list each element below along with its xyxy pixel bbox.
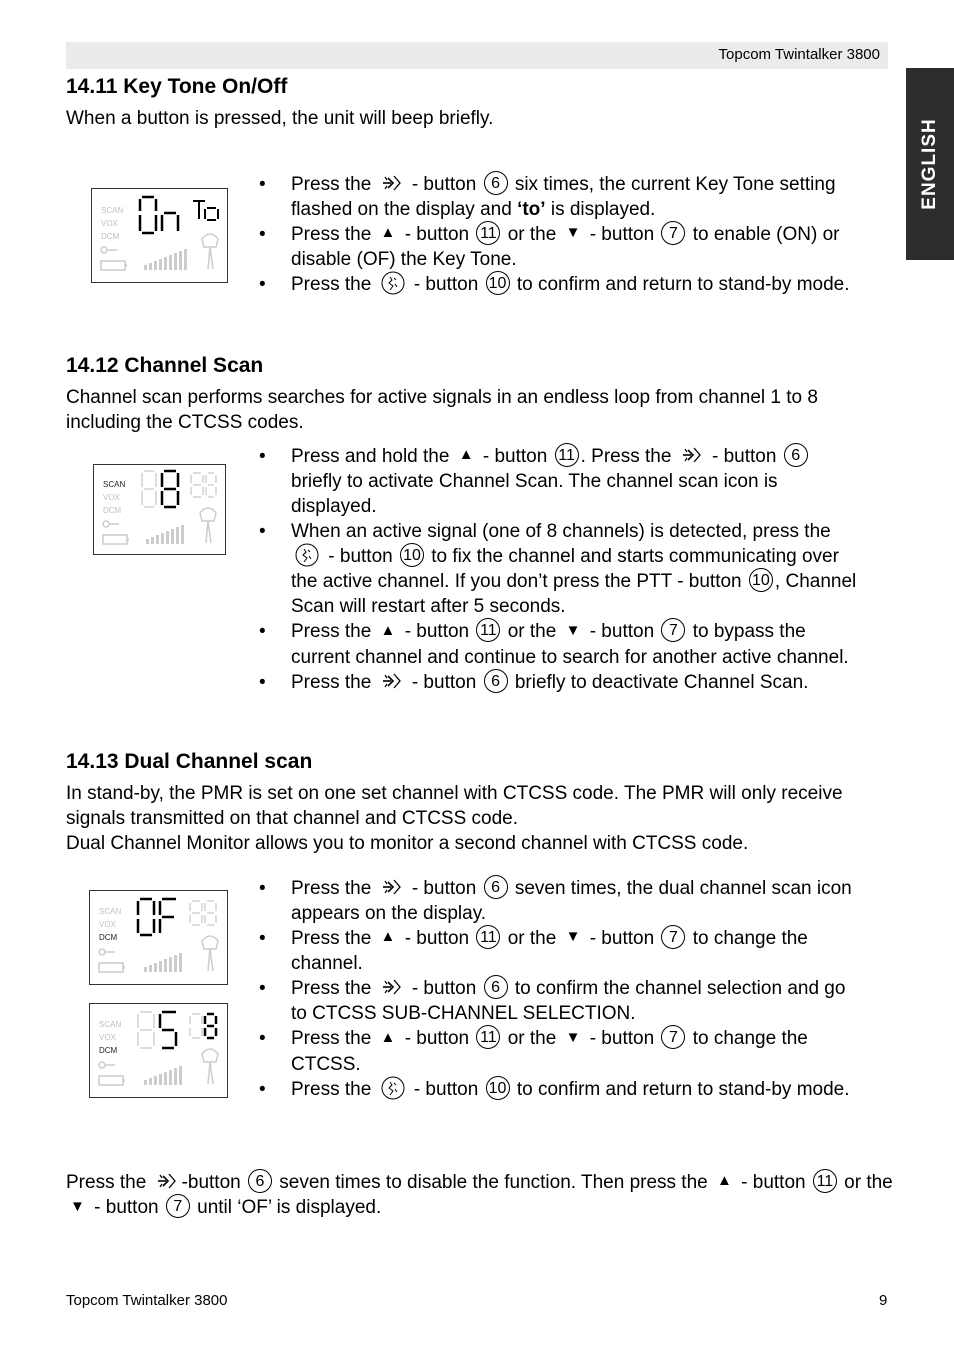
text: - button [482,446,548,467]
text: - button [589,1028,655,1050]
text: - button [404,1028,470,1050]
text: Press the [291,174,372,195]
text: Press the [291,671,372,693]
text: - button [413,1078,479,1100]
lcd-segments [90,1004,227,1097]
lcd-display-key-tone [91,188,228,283]
text: seven times to disable the function. Then press the [279,1172,708,1193]
lcd-vox-label: VOX [101,219,118,228]
text: to change the channel. [291,928,808,975]
text: to confirm the channel selection and go to CTCSS SUB-CHANNEL SELECTION. [291,978,846,1025]
text: or the [507,1028,557,1050]
lcd-dcm-label: DCM [99,1046,118,1055]
button-number-badge: 11 [476,618,500,642]
text: - button [404,928,470,949]
text: to bypass the current channel and continue to search for another active channel. [291,621,849,668]
menu-button-icon [681,444,703,466]
text: When an active signal (one of 8 channels) is detected, press the [291,521,831,543]
text: briefly to deactivate Channel Scan. [514,671,809,693]
down-arrow-icon: ▼ [70,1197,85,1215]
list-item [259,976,859,1026]
up-arrow-icon: ▲ [380,621,396,639]
ptt-button-icon [381,271,405,295]
text: , Channel Scan will restart after 5 seconds. [291,571,857,618]
text: Press the [291,1078,372,1100]
text: - button [589,928,655,949]
button-number-badge: 6 [248,1169,272,1193]
ptt-button-icon [295,543,319,567]
button-number-badge: 11 [555,443,579,467]
channel-scan-steps [259,444,859,695]
text: - button [404,621,470,643]
lcd-segments [92,189,227,282]
text: briefly to activate Channel Scan. The channel scan icon is displayed. [291,471,778,518]
up-arrow-icon: ▲ [380,224,396,242]
section-title-channel-scan: 14.12 Channel Scan [66,354,264,377]
menu-button-icon [156,1170,178,1192]
down-arrow-icon: ▼ [565,621,581,639]
button-number-badge: 11 [476,221,500,245]
text: is displayed. [550,199,656,220]
text: to enable (ON) or disable (OF) the Key Tone. [291,224,840,271]
lcd-dcm-label: DCM [101,232,120,241]
section-title-dual-channel-scan: 14.13 Dual Channel scan [66,750,313,773]
menu-button-icon [381,172,403,194]
text: - button [411,878,477,899]
lcd-scan-label: SCAN [103,480,126,489]
text: - button [411,978,477,1000]
list-item [259,1026,859,1076]
lcd-display-channel-scan [93,464,226,555]
button-number-badge: 7 [661,925,685,949]
text: to fix the channel and starts communicating over the active channel. If you don’t press the PTT - button [291,546,839,593]
list-item [259,926,859,976]
text: Press the [291,878,372,899]
text: - button [411,174,477,195]
text: - button [328,546,393,568]
list-item [259,619,859,669]
button-number-badge: 7 [166,1194,190,1218]
text: Press the [291,621,372,643]
text: - button [711,446,777,467]
text: - button [589,224,655,245]
channel-scan-intro: Channel scan performs searches for active signals in an endless loop from channel 1 to 8 including the CTCSS codes. [66,387,818,433]
dual-scan-intro-2: Dual Channel Monitor allows you to monitor a second channel with CTCSS code. [66,833,749,854]
text: until ‘OF’ is displayed. [197,1197,382,1219]
up-arrow-icon: ▲ [380,1028,396,1046]
button-number-badge: 6 [484,171,508,195]
text: Press and hold the [291,446,450,467]
text: - button [741,1172,806,1193]
lcd-vox-label: VOX [99,1033,116,1042]
text: - button [404,224,470,245]
key-tone-steps [259,172,859,297]
up-arrow-icon: ▲ [380,928,396,946]
down-arrow-icon: ▼ [565,1028,581,1046]
button-number-badge: 10 [400,543,424,567]
text: to change the CTCSS. [291,1028,808,1075]
button-number-badge: 7 [661,221,685,245]
ptt-button-icon [381,1076,405,1100]
text: - button [413,274,479,296]
footer-product-name: Topcom Twintalker 3800 [66,1292,228,1309]
up-arrow-icon: ▲ [717,1172,732,1190]
lcd-display-ctcss [89,1003,228,1098]
down-arrow-icon: ▼ [565,928,581,946]
text: Press the [66,1172,147,1193]
text: Press the [291,274,372,296]
text: or the [844,1172,893,1193]
text: - button [411,671,477,693]
menu-button-icon [381,670,403,692]
text: or the [507,928,557,949]
text: seven times, the dual channel scan icon appears on the display. [291,878,852,924]
button-number-badge: 11 [476,925,500,949]
list-item [259,670,859,695]
button-number-badge: 11 [813,1169,837,1193]
button-number-badge: 7 [661,1025,685,1049]
dual-scan-disable-note [66,1170,896,1221]
lcd-dcm-label: DCM [99,933,118,942]
button-number-badge: 10 [486,1076,510,1100]
text: six times, the current Key Tone setting flashed on the display and [291,174,836,220]
text: . Press the [580,446,672,467]
text: or the [507,224,557,245]
lcd-segments [94,465,225,554]
button-number-badge: 10 [486,271,510,295]
down-arrow-icon: ▼ [565,224,581,242]
list-item [259,444,859,519]
text: - button [589,621,655,643]
button-number-badge: 6 [484,875,508,899]
text: to confirm and return to stand-by mode. [516,274,850,296]
menu-button-icon [381,976,403,998]
up-arrow-icon: ▲ [458,446,474,464]
button-number-badge: 6 [484,669,508,693]
lcd-scan-label: SCAN [99,907,122,916]
button-number-badge: 6 [784,443,808,467]
button-number-badge: 10 [749,568,773,592]
emphasis-text: ‘to’ [517,199,546,220]
page-header [66,42,888,69]
text: Press the [291,1028,372,1050]
button-number-badge: 7 [661,618,685,642]
text: Press the [291,928,372,949]
lcd-scan-label: SCAN [101,206,124,215]
button-number-badge: 11 [476,1025,500,1049]
text: Press the [291,224,372,245]
lcd-segments [90,891,227,984]
text: Press the [291,978,372,1000]
lcd-display-dual-channel [89,890,228,985]
text: -button [181,1172,241,1193]
lcd-vox-label: VOX [99,920,116,929]
language-tab [906,68,954,260]
text: - button [94,1197,159,1219]
list-item [259,172,859,222]
list-item [259,1077,859,1102]
section-title-key-tone: 14.11 Key Tone On/Off [66,75,288,98]
lcd-vox-label: VOX [103,493,120,502]
list-item [259,876,859,926]
button-number-badge: 6 [484,975,508,999]
header-title: Topcom Twintalker 3800 [718,46,880,63]
list-item [259,519,859,619]
language-tab-label: ENGLISH [919,118,940,210]
list-item [259,272,859,297]
lcd-dcm-label: DCM [103,506,122,515]
key-tone-intro: When a button is pressed, the unit will beep briefly. [66,108,494,129]
text: to confirm and return to stand-by mode. [516,1078,850,1100]
text: or the [507,621,557,643]
dual-scan-steps [259,876,859,1102]
list-item [259,222,859,272]
dual-scan-intro: In stand-by, the PMR is set on one set channel with CTCSS code. The PMR will only receive signals transmitted on that channel and CTCSS code. [66,783,843,829]
menu-button-icon [381,876,403,898]
page-number: 9 [879,1292,888,1309]
lcd-scan-label: SCAN [99,1020,122,1029]
